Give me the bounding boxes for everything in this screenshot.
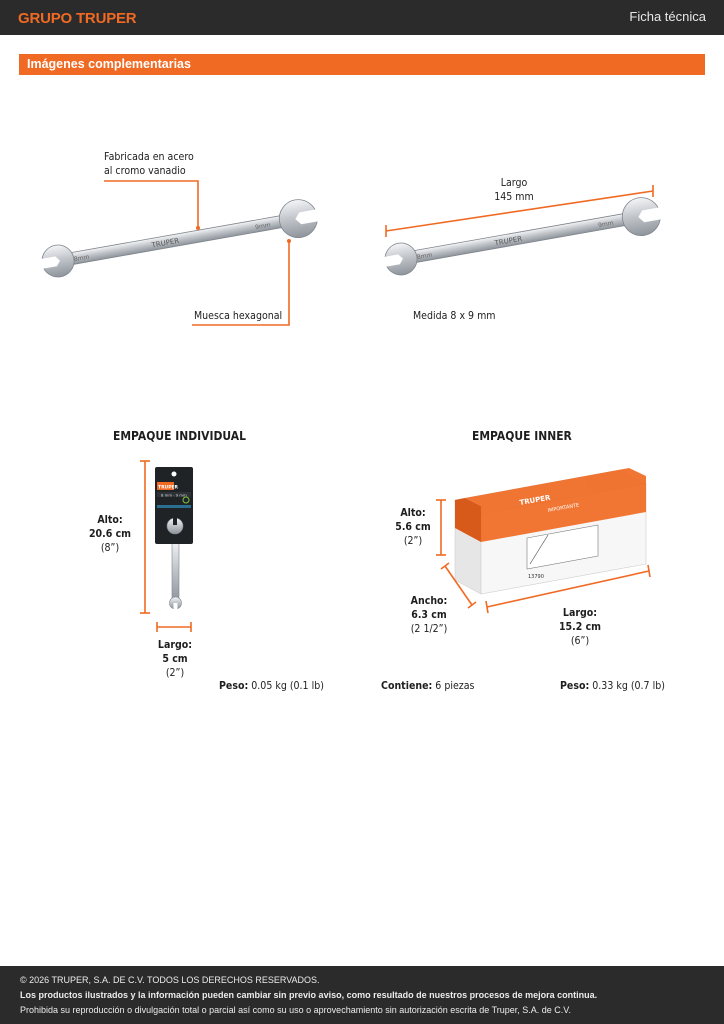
individual-height-label: Alto: 20.6 cm (8”) xyxy=(88,513,132,554)
material-callout-line-1: Fabricada en acero xyxy=(104,150,194,163)
svg-text:TRUPER: TRUPER xyxy=(494,234,523,248)
length-dimension-label xyxy=(480,176,549,204)
svg-text:9mm: 9mm xyxy=(597,219,615,230)
wrench-big-mark: 9mm xyxy=(254,221,272,232)
inner-pack-title: EMPAQUE INNER xyxy=(472,428,572,443)
footer-rights: Prohibida su reproducción o divulgación total o parcial así como su uso o aprovechamiento sin autorización escrita de Truper, S.A. de C.V. xyxy=(20,1005,571,1015)
inner-contents: Contiene: 6 piezas xyxy=(381,679,475,692)
inner-height-label: Alto: 5.6 cm (2”) xyxy=(395,506,431,547)
wrench-small-mark: 8mm xyxy=(73,253,90,264)
material-callout-line xyxy=(104,181,198,228)
footer-notice: Los productos ilustrados y la información pueden cambiar sin previo aviso, como resultado de nuestros procesos de mejora continua. xyxy=(20,990,598,1000)
individual-pack-illustration xyxy=(140,461,193,632)
section-title: Imágenes complementarias xyxy=(27,57,191,71)
card-brand: TRUPER xyxy=(158,485,179,491)
individual-weight: Peso: 0.05 kg (0.1 lb) xyxy=(219,679,324,692)
hex-callout: Muesca hexagonal xyxy=(194,309,283,322)
length-label: Largo xyxy=(500,176,528,189)
length-value: 145 mm xyxy=(494,190,534,203)
document-type: Ficha técnica xyxy=(629,9,706,24)
material-callout xyxy=(104,150,194,178)
material-callout-line-2: al cromo vanadio xyxy=(104,164,186,177)
brand-logo: GRUPO TRUPER xyxy=(18,10,137,27)
size-label: Medida 8 x 9 mm xyxy=(413,309,496,322)
card-size: 8 mm · 9 mm xyxy=(161,492,187,498)
inner-length-label: Largo: 15.2 cm (6”) xyxy=(558,606,602,647)
individual-pack-title: EMPAQUE INDIVIDUAL xyxy=(113,428,246,443)
inner-width-label: Ancho: 6.3 cm (2 1/2”) xyxy=(410,594,448,635)
inner-weight: Peso: 0.33 kg (0.7 lb) xyxy=(560,679,665,692)
wrench-callout-view xyxy=(37,181,321,325)
individual-length-label: Largo: 5 cm (2”) xyxy=(157,638,193,679)
box-notice: IMPORTANTE xyxy=(547,502,580,514)
box-brand: TRUPER xyxy=(518,493,552,507)
svg-text:8mm: 8mm xyxy=(416,251,433,262)
footer-copyright: © 2026 TRUPER, S.A. DE C.V. TODOS LOS DERECHOS RESERVADOS. xyxy=(20,975,320,985)
box-code: 13790 xyxy=(528,574,544,580)
wrench-engraving: TRUPER xyxy=(151,236,180,250)
footer xyxy=(0,966,724,1024)
inner-pack-illustration xyxy=(436,468,650,613)
